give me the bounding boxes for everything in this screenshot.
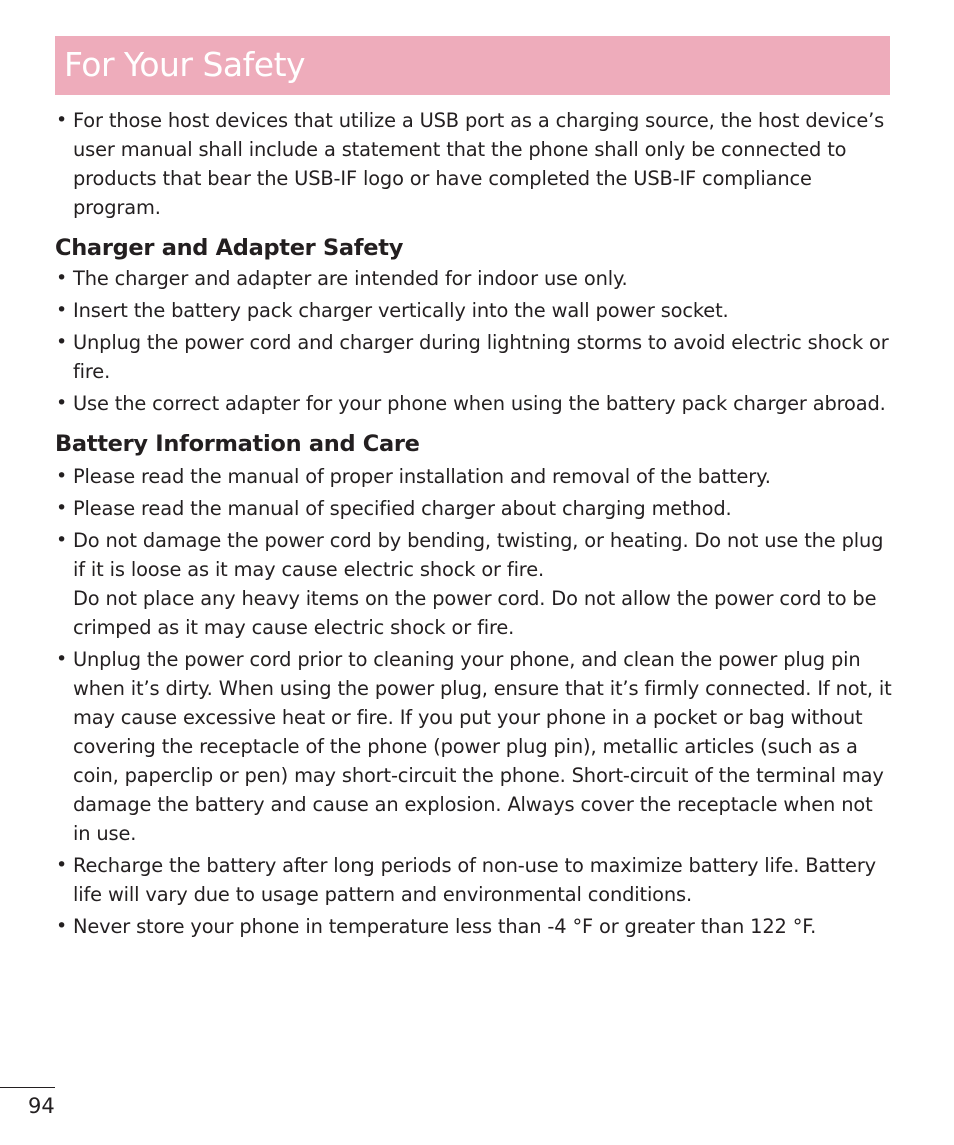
list-item-text: Use the correct adapter for your phone when using the battery pack charger abroad. [73,392,886,415]
list-item-text: The charger and adapter are intended for indoor use only. [73,267,628,290]
charger-safety-list [55,264,895,418]
page-title: For Your Safety [64,45,306,84]
bullet-icon: • [56,392,68,414]
list-item [55,912,895,941]
bullet-icon: • [56,497,68,519]
list-item [55,851,895,909]
usb-charging-list [55,106,895,222]
bullet-icon: • [56,854,68,876]
bullet-icon: • [56,465,68,487]
list-item-text: Please read the manual of proper installation and removal of the battery. [73,465,771,488]
bullet-icon: • [56,331,68,353]
page-number: 94 [28,1094,55,1118]
list-item-text: Please read the manual of specified charger about charging method. [73,497,732,520]
list-item [55,494,895,523]
bullet-icon: • [56,648,68,670]
list-item [55,645,895,848]
battery-care-list [55,462,895,941]
list-item-text: Insert the battery pack charger vertically into the wall power socket. [73,299,729,322]
list-item-text: Recharge the battery after long periods of non-use to maximize battery life. Battery life will vary due to usage pattern and environmental conditions. [73,854,876,906]
bullet-icon: • [56,915,68,937]
list-item-text: Never store your phone in temperature less than -4 °F or greater than 122 °F. [73,915,817,938]
page-content [55,106,895,944]
bullet-icon: • [56,529,68,551]
list-item [55,264,895,293]
section-heading-battery-information-care: Battery Information and Care [55,431,420,457]
bullet-icon: • [56,267,68,289]
list-item-text-continued: Do not place any heavy items on the power cord. Do not allow the power cord to be crimped as it may cause electric shock or fire. [73,587,877,639]
list-item [55,106,895,222]
list-item [55,389,895,418]
list-item [55,328,895,386]
list-item-text: Unplug the power cord prior to cleaning your phone, and clean the power plug pin when it’s dirty. When using the power plug, ensure that it’s firmly connected. If not, it may cause excessive heat or fire. If you put your phone in a pocket or bag without covering the receptacle of the phone (power plug pin), metallic articles (such as a coin, paperclip or pen) may short-circuit the phone. Short-circuit of the terminal may damage the battery and cause an explosion. Always cover the receptacle when not in use. [73,648,892,845]
list-item [55,462,895,491]
bullet-icon: • [56,109,68,131]
list-item [55,526,895,642]
list-item-text: Unplug the power cord and charger during lightning storms to avoid electric shock or fire. [73,331,889,383]
list-item-text: Do not damage the power cord by bending, twisting, or heating. Do not use the plug if it is loose as it may cause electric shock or fire. [73,529,884,581]
bullet-icon: • [56,299,68,321]
title-banner [55,36,890,95]
list-item-text: For those host devices that utilize a USB port as a charging source, the host device’s user manual shall include a statement that the phone shall only be connected to products that bear the USB-IF logo or have completed the USB-IF compliance program. [73,109,885,219]
list-item [55,296,895,325]
page-number-rule [0,1087,55,1088]
section-heading-charger-adapter-safety: Charger and Adapter Safety [55,235,404,261]
